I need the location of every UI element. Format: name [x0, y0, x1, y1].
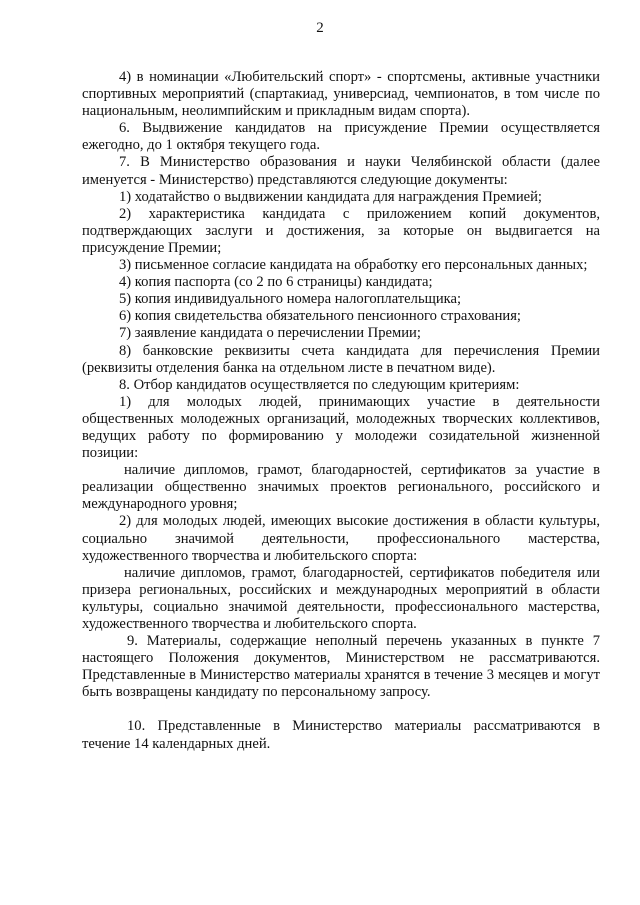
- list-item-7-1: 1) ходатайство о выдвижении кандидата для награждения Премией;: [119, 188, 542, 205]
- paragraph-7: 7. В Министерство образования и науки Челябинской области (далее именуется - Министерство) представляются следующие документы:: [82, 154, 600, 188]
- paragraph-9: 9. Материалы, содержащие неполный перечень указанных в пункте 7 настоящего Положения документов, Министерством не рассматриваются. Представленные в Министерство материалы хранятся в течение 3 месяцев и могут быть возвращены кандидату по персональному запросу.: [82, 633, 600, 701]
- criterion-8-1: наличие дипломов, грамот, благодарностей, сертификатов за участие в реализации общественно значимых проектов регионального, российского и международного уровня;: [82, 462, 600, 513]
- list-item-8-1: 1) для молодых людей, принимающих участие в деятельности общественных молодежных организаций, молодежных творческих коллективов, ведущих работу по формированию у молодежи созидательной жизненной позиции:: [82, 393, 600, 462]
- list-item-7-2: 2) характеристика кандидата с приложением копий документов, подтверждающих заслуги и достижения, за которые он выдвигается на присуждение Премии;: [82, 205, 600, 256]
- document-body: [82, 69, 600, 753]
- paragraph-8: 8. Отбор кандидатов осуществляется по следующим критериям:: [119, 376, 520, 393]
- paragraph-10: 10. Представленные в Министерство материалы рассматриваются в течение 14 календарных дней.: [82, 718, 600, 752]
- list-item-8-2: 2) для молодых людей, имеющих высокие достижения в области культуры, социально значимой деятельности, профессионального мастерства, художественного творчества и любительского спорта:: [82, 513, 600, 564]
- list-item-7-4: 4) копия паспорта (со 2 по 6 страницы) кандидата;: [119, 274, 433, 291]
- list-item-7-6: 6) копия свидетельства обязательного пенсионного страхования;: [119, 308, 521, 325]
- criterion-8-2: наличие дипломов, грамот, благодарностей, сертификатов победителя или призера региональных, российских и международных мероприятий в области культуры, социально значимой деятельности, профессионального мастерства, художественного творчества и любительского спорта.: [82, 564, 600, 632]
- paragraph-6: 6. Выдвижение кандидатов на присуждение Премии осуществляется ежегодно, до 1 октября текущего года.: [82, 120, 600, 154]
- list-item-7-8: 8) банковские реквизиты счета кандидата для перечисления Премии (реквизиты отделения банка на отдельном листе в печатном виде).: [82, 342, 600, 376]
- list-item-7-5: 5) копия индивидуального номера налогоплательщика;: [119, 291, 462, 308]
- list-item-7-3: 3) письменное согласие кандидата на обработку его персональных данных;: [119, 257, 588, 274]
- page-number: 2: [316, 20, 324, 36]
- list-item-7-7: 7) заявление кандидата о перечислении Премии;: [119, 325, 421, 342]
- paragraph-nomination-amateur-sport: 4) в номинации «Любительский спорт» - спортсмены, активные участники спортивных мероприятий (спартакиад, универсиад, чемпионатов, в том числе по национальным, неолимпийским и прикладным видам спорта).: [82, 69, 600, 120]
